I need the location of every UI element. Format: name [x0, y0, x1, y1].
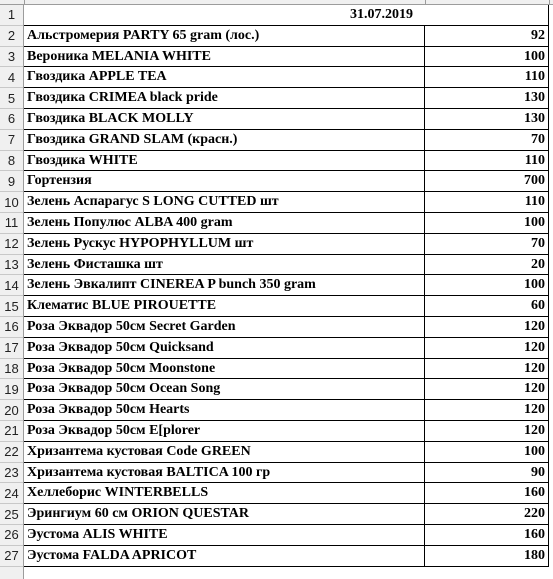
quantity-cell[interactable]: 120	[425, 400, 549, 421]
quantity-cell[interactable]: 130	[425, 88, 549, 109]
quantity-cell[interactable]: 70	[425, 234, 549, 255]
table-row	[0, 525, 553, 546]
product-name-cell[interactable]: Гвоздика WHITE	[24, 151, 425, 172]
table-row	[0, 5, 553, 26]
row-number[interactable]: 23	[0, 463, 23, 484]
product-name-cell[interactable]: Роза Эквадор 50см Quicksand	[24, 338, 425, 359]
table-row	[0, 213, 553, 234]
product-name-cell[interactable]: Роза Эквадор 50см Secret Garden	[24, 317, 425, 338]
row-number[interactable]: 10	[0, 192, 23, 213]
quantity-cell[interactable]: 160	[425, 525, 549, 546]
quantity-cell[interactable]: 130	[425, 109, 549, 130]
row-number[interactable]: 22	[0, 442, 23, 463]
product-name-cell[interactable]: Хеллеборис WINTERBELLS	[24, 483, 425, 504]
row-number[interactable]: 27	[0, 546, 23, 567]
quantity-cell[interactable]: 220	[425, 504, 549, 525]
product-name-cell[interactable]: Эустома FALDA APRICOT	[24, 546, 425, 567]
table-row	[0, 88, 553, 109]
quantity-cell[interactable]: 100	[425, 275, 549, 296]
row-number[interactable]: 2	[0, 26, 23, 47]
quantity-cell[interactable]: 92	[425, 26, 549, 47]
table-row	[0, 504, 553, 525]
quantity-cell[interactable]: 160	[425, 483, 549, 504]
quantity-cell[interactable]: 700	[425, 171, 549, 192]
product-name-cell[interactable]: Эустома ALIS WHITE	[24, 525, 425, 546]
row-number[interactable]: 24	[0, 483, 23, 504]
row-number[interactable]: 18	[0, 359, 23, 380]
quantity-cell[interactable]: 120	[425, 317, 549, 338]
row-number[interactable]: 5	[0, 88, 23, 109]
row-number[interactable]: 9	[0, 171, 23, 192]
table-row	[0, 546, 553, 567]
table-row	[0, 171, 553, 192]
table-row	[0, 275, 553, 296]
quantity-cell[interactable]: 100	[425, 442, 549, 463]
table-row	[0, 483, 553, 504]
table-row	[0, 67, 553, 88]
quantity-cell[interactable]: 120	[425, 359, 549, 380]
product-name-cell[interactable]: Гвоздика APPLE TEA	[24, 67, 425, 88]
row-number[interactable]: 4	[0, 67, 23, 88]
product-name-cell[interactable]: Роза Эквадор 50см Moonstone	[24, 359, 425, 380]
row-number[interactable]: 20	[0, 400, 23, 421]
table-row	[0, 296, 553, 317]
quantity-cell[interactable]: 90	[425, 463, 549, 484]
table-row	[0, 109, 553, 130]
row-number[interactable]: 15	[0, 296, 23, 317]
quantity-cell[interactable]: 70	[425, 130, 549, 151]
table-row	[0, 255, 553, 276]
product-name-cell[interactable]: Вероника MELANIA WHITE	[24, 47, 425, 68]
row-number[interactable]: 13	[0, 255, 23, 276]
product-name-cell[interactable]: Зелень Популюс ALBA 400 gram	[24, 213, 425, 234]
table-row	[0, 442, 553, 463]
quantity-cell[interactable]: 180	[425, 546, 549, 567]
table-row	[0, 421, 553, 442]
row-number[interactable]: 17	[0, 338, 23, 359]
table-row	[0, 317, 553, 338]
table-row	[0, 26, 553, 47]
quantity-cell[interactable]: 20	[425, 255, 549, 276]
quantity-cell[interactable]: 110	[425, 151, 549, 172]
table-row	[0, 130, 553, 151]
row-number[interactable]: 19	[0, 379, 23, 400]
table-row	[0, 359, 553, 380]
product-name-cell[interactable]: Роза Эквадор 50см Ocean Song	[24, 379, 425, 400]
quantity-cell[interactable]: 100	[425, 213, 549, 234]
quantity-cell[interactable]: 120	[425, 338, 549, 359]
row-number[interactable]: 16	[0, 317, 23, 338]
product-name-cell[interactable]: Хризантема кустовая BALTICA 100 гр	[24, 463, 425, 484]
row-number[interactable]: 8	[0, 151, 23, 172]
table-row	[0, 192, 553, 213]
table-row	[0, 151, 553, 172]
product-name-cell[interactable]: Гвоздика BLACK MOLLY	[24, 109, 425, 130]
table-row	[0, 234, 553, 255]
product-name-cell[interactable]: Зелень Аспарагус S LONG CUTTED шт	[24, 192, 425, 213]
quantity-cell[interactable]: 110	[425, 67, 549, 88]
product-name-cell[interactable]: Гвоздика CRIMEA black pride	[24, 88, 425, 109]
quantity-cell[interactable]: 100	[425, 47, 549, 68]
quantity-cell[interactable]: 120	[425, 379, 549, 400]
row-number[interactable]: 3	[0, 47, 23, 68]
row-number[interactable]: 7	[0, 130, 23, 151]
table-row	[0, 379, 553, 400]
row-number[interactable]: 12	[0, 234, 23, 255]
row-number[interactable]: 25	[0, 504, 23, 525]
product-name-cell[interactable]: Альстромерия PARTY 65 gram (лос.)	[24, 26, 425, 47]
row-number[interactable]: 6	[0, 109, 23, 130]
row-number[interactable]: 21	[0, 421, 23, 442]
product-name-cell[interactable]: Роза Эквадор 50см E[plorer	[24, 421, 425, 442]
product-name-cell[interactable]: Клематис BLUE PIROUETTE	[24, 296, 425, 317]
row-number[interactable]: 11	[0, 213, 23, 234]
product-name-cell[interactable]: Гортензия	[24, 171, 425, 192]
grid-rows	[0, 5, 553, 567]
table-row	[0, 338, 553, 359]
date-cell[interactable]: 31.07.2019	[24, 5, 549, 26]
row-number[interactable]: 1	[0, 5, 23, 26]
quantity-cell[interactable]: 110	[425, 192, 549, 213]
quantity-cell[interactable]: 60	[425, 296, 549, 317]
row-number[interactable]: 14	[0, 275, 23, 296]
product-name-cell[interactable]: Зелень Фисташка шт	[24, 255, 425, 276]
product-name-cell[interactable]: Эрингиум 60 см ORION QUESTAR	[24, 504, 425, 525]
table-row	[0, 400, 553, 421]
product-name-cell[interactable]: Роза Эквадор 50см Hearts	[24, 400, 425, 421]
product-name-cell[interactable]: Зелень Эвкалипт CINEREA P bunch 350 gram	[24, 275, 425, 296]
table-row	[0, 47, 553, 68]
table-row	[0, 463, 553, 484]
row-number[interactable]: 26	[0, 525, 23, 546]
product-name-cell[interactable]: Зелень Рускус HYPOPHYLLUM шт	[24, 234, 425, 255]
product-name-cell[interactable]: Хризантема кустовая Code GREEN	[24, 442, 425, 463]
product-name-cell[interactable]: Гвоздика GRAND SLAM (красн.)	[24, 130, 425, 151]
quantity-cell[interactable]: 120	[425, 421, 549, 442]
